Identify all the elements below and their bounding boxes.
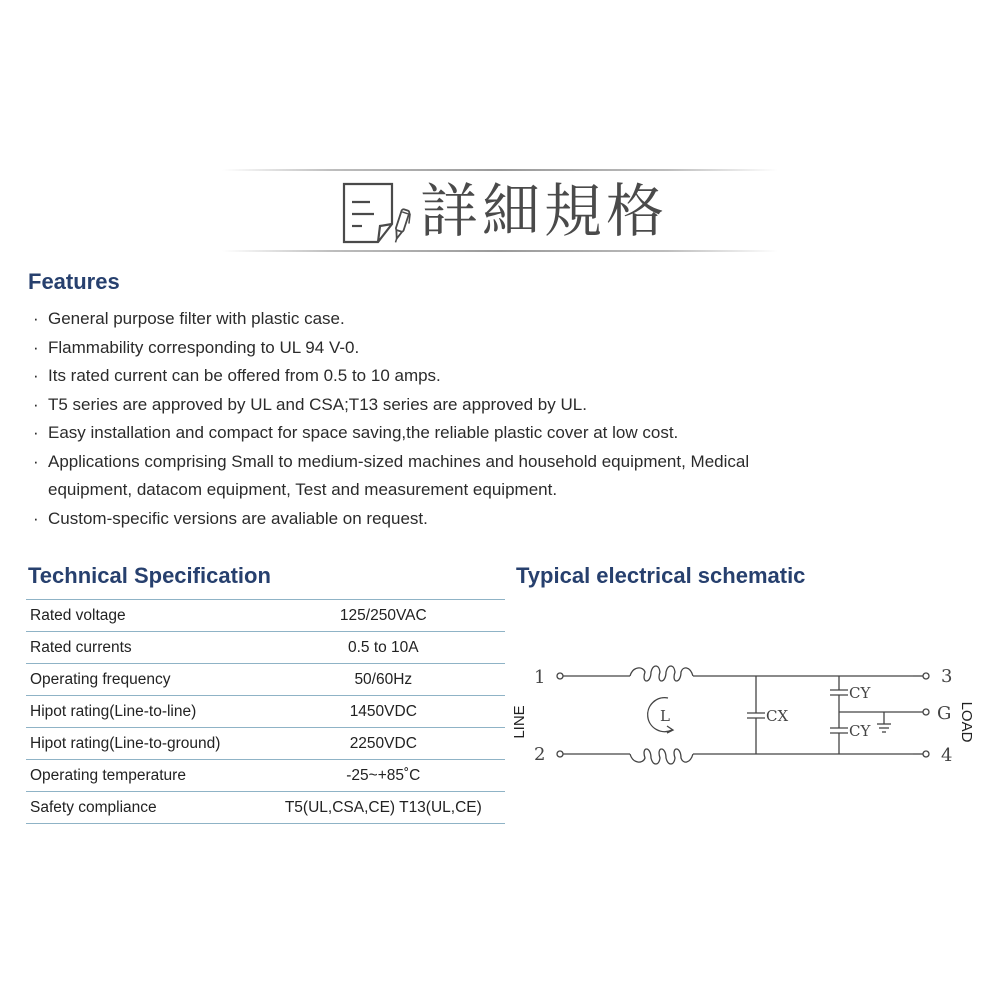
- spec-label: Operating temperature: [26, 760, 262, 792]
- cy-top-label: CY: [849, 684, 871, 702]
- list-item: · General purpose filter with plastic case.: [33, 309, 345, 328]
- spec-label: Safety compliance: [26, 792, 262, 824]
- spec-value: -25~+85˚C: [262, 760, 505, 792]
- inductor-label: L: [660, 707, 670, 725]
- list-item: · T5 series are approved by UL and CSA;T13 series are approved by UL.: [33, 394, 587, 414]
- list-item: · Applications comprising Small to medium-sized machines and household equipment, Medical equipment, datacom equipment, Test and measurement equipment.: [33, 451, 750, 499]
- table-row: [26, 728, 505, 760]
- document-pen-icon: [340, 180, 420, 250]
- list-item: · Flammability corresponding to UL 94 V-0.: [33, 337, 360, 357]
- list-item: · Its rated current can be offered from 0.5 to 10 amps.: [33, 366, 441, 385]
- header-top-divider: [222, 169, 778, 171]
- spec-value: 1450VDC: [262, 696, 505, 728]
- schematic-heading: Typical electrical schematic: [516, 563, 806, 588]
- terminal-3-label: 3: [941, 666, 953, 687]
- spec-label: Rated currents: [26, 632, 262, 664]
- terminal-4-label: 4: [941, 745, 953, 766]
- spec-label: Operating frequency: [26, 664, 262, 696]
- table-row: [26, 600, 505, 632]
- cy-bottom-label: CY: [849, 722, 871, 740]
- spec-table: [26, 599, 505, 824]
- spec-label: Hipot rating(Line-to-line): [26, 696, 262, 728]
- spec-value: 2250VDC: [262, 728, 505, 760]
- table-row: [26, 696, 505, 728]
- spec-label: Rated voltage: [26, 600, 262, 632]
- terminal-g-label: G: [937, 703, 952, 724]
- cx-label: CX: [766, 707, 789, 725]
- spec-label: Hipot rating(Line-to-ground): [26, 728, 262, 760]
- list-item: · Easy installation and compact for space saving,the reliable plastic cover at low cost.: [33, 423, 679, 442]
- spec-value: 125/250VAC: [262, 600, 505, 632]
- page-title: 詳細規格: [420, 177, 669, 245]
- spec-value: T5(UL,CSA,CE) T13(UL,CE): [262, 792, 505, 824]
- table-row: [26, 792, 505, 824]
- list-item: · Custom-specific versions are avaliable on request.: [33, 508, 428, 528]
- terminal-2-label: 2: [534, 744, 546, 765]
- spec-value: 50/60Hz: [262, 664, 505, 696]
- spec-value: 0.5 to 10A: [262, 632, 505, 664]
- header-bottom-divider: [222, 250, 778, 252]
- list-item-continuation: equipment, datacom equipment, Test and measurement equipment.: [48, 480, 558, 499]
- filter-schematic-diagram: [505, 640, 985, 790]
- line-label: LINE: [511, 705, 528, 739]
- features-heading: Features: [28, 269, 120, 294]
- terminal-1-label: 1: [534, 667, 546, 688]
- table-row: [26, 632, 505, 664]
- load-label: LOAD: [958, 701, 975, 743]
- features-list: [30, 305, 930, 533]
- table-row: [26, 760, 505, 792]
- spec-heading: Technical Specification: [28, 563, 271, 588]
- table-row: [26, 664, 505, 696]
